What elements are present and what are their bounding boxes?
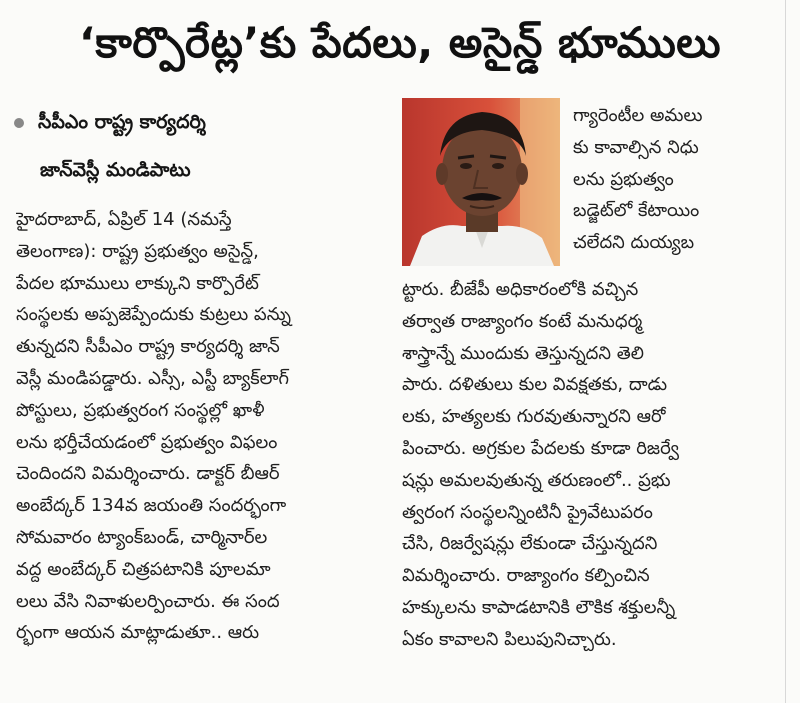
- text-line: పారు. దళితులు కుల వివక్షతకు, దాడు: [402, 374, 668, 396]
- text-line: హక్కులను కాపాడటానికి లౌకిక శక్తులన్నీ: [402, 596, 676, 618]
- text-line: బడ్జెట్‌లో కేటాయిం: [573, 200, 700, 222]
- text-line: విమర్శించారు. రాజ్యాంగం కల్పించిన: [402, 565, 650, 587]
- text-line: పించారు. అగ్రకుల పేదలకు కూడా రిజర్వే: [402, 437, 679, 459]
- text-line: లకు, హత్యలకు గురవుతున్నారని ఆరో: [402, 406, 666, 428]
- text-line: అంబేద్కర్ 134వ జయంతి సందర్భంగా: [16, 495, 287, 517]
- subhead-2: జాన్‌వెస్లీ మండిపాటు: [40, 159, 191, 181]
- text-line: గ్యారెంటీల అమలు: [573, 105, 703, 126]
- text-line: పోస్టులు, ప్రభుత్వరంగ సంస్థల్లో ఖాళీ: [16, 399, 265, 421]
- text-line: చెందిందని విమర్శించారు. డాక్టర్ బీఆర్: [16, 463, 280, 485]
- text-line: హైదరాబాద్, ఏప్రిల్ 14 (నమస్తే: [16, 209, 232, 230]
- text-line: ర్భంగా ఆయన మాట్లాడుతూ.. ఆరు: [16, 622, 260, 644]
- subhead-1-text: సీపీఎం రాష్ట్ర కార్యదర్శి: [38, 111, 206, 133]
- text-line: ఏకం కావాలని పిలుపునిచ్చారు.: [402, 628, 617, 650]
- bullet-icon: [14, 118, 24, 128]
- text-line: కు కావాల్సిన నిధు: [573, 136, 699, 158]
- text-line: లను ప్రభుత్వం: [573, 168, 674, 190]
- text-line: లలు వేసి నివాళులర్పించారు. ఈ సంద: [16, 590, 280, 612]
- text-line: తెలంగాణ): రాష్ట్ర ప్రభుత్వం అసైన్డ్,: [16, 240, 259, 262]
- text-line: వద్ద అంబేద్కర్ చిత్రపటానికి పూలమా: [16, 558, 271, 580]
- right-top-column: [573, 100, 773, 259]
- text-line: లను భర్తీచేయడంలో ప్రభుత్వం విఫలం: [16, 431, 278, 453]
- left-column: [16, 204, 390, 649]
- text-line: సంస్థలకు అప్పజెప్పేందుకు కుట్రలు పన్ను: [16, 304, 291, 326]
- portrait-photo: [402, 98, 560, 266]
- text-line: శాస్త్రాన్నే ముందుకు తెస్తున్నదని తెలి: [402, 342, 644, 364]
- text-line: తున్నదని సీపీఎం రాష్ట్ర కార్యదర్శి జాన్: [16, 336, 280, 358]
- right-bottom-column: [402, 274, 774, 656]
- text-line: ట్టారు. బీజేపీ అధికారంలోకి వచ్చిన: [402, 279, 639, 300]
- portrait-illustration: [402, 98, 560, 266]
- text-line: షన్లు అమలవుతున్న తరుణంలో.. ప్రభు: [402, 469, 671, 491]
- column-rule: [785, 0, 786, 703]
- subhead-1: [14, 108, 394, 136]
- text-line: తర్వాత రాజ్యాంగం కంటే మనుధర్మ: [402, 310, 643, 332]
- text-line: పేదల భూములు లాక్కుని కార్పొరేట్: [16, 272, 259, 294]
- text-line: సోమవారం ట్యాంక్‌బండ్, చార్మినార్‌ల: [16, 526, 268, 548]
- text-line: చేసి, రిజర్వేషన్లు లేకుండా చేస్తున్నదని: [402, 533, 658, 555]
- text-line: త్వరంగ సంస్థలన్నింటినీ ప్రైవేటుపరం: [402, 501, 653, 523]
- text-line: వెస్లీ మండిపడ్డారు. ఎస్సీ, ఎస్టీ బ్యాక్‌లాగ్: [16, 367, 289, 389]
- headline: ‘కార్పొరేట్ల’కు పేదలు, అసైన్డ్ భూములు: [78, 18, 722, 67]
- text-line: చలేదని దుయ్యబ: [573, 232, 695, 254]
